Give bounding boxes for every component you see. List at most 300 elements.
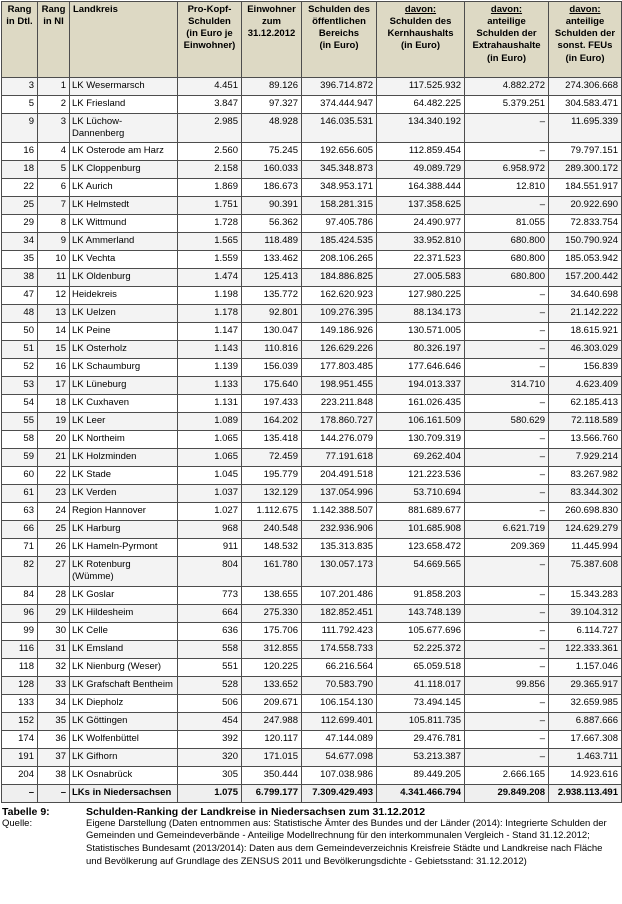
schulden-oeffentlich-cell: 185.424.535 <box>302 233 377 251</box>
rank-dtl-cell: 22 <box>2 179 38 197</box>
kernhaushalt-cell: 4.341.466.794 <box>377 784 465 802</box>
pro-kopf-schulden-cell: 1.565 <box>178 233 242 251</box>
rank-dtl-cell: 25 <box>2 197 38 215</box>
einwohner-cell: 240.548 <box>242 521 302 539</box>
landkreis-cell: LK Diepholz <box>70 694 178 712</box>
schulden-oeffentlich-cell: 192.656.605 <box>302 143 377 161</box>
kernhaushalt-cell: 64.482.225 <box>377 96 465 114</box>
pro-kopf-schulden-cell: 1.037 <box>178 485 242 503</box>
rank-ni-cell: 27 <box>38 557 70 586</box>
pro-kopf-schulden-cell: 1.065 <box>178 431 242 449</box>
col-header-extrahaushalte: davon: anteilige Schulden der Extrahaushalte (in Euro) <box>465 2 549 78</box>
einwohner-cell: 75.245 <box>242 143 302 161</box>
pro-kopf-schulden-cell: 4.451 <box>178 78 242 96</box>
einwohner-cell: 275.330 <box>242 604 302 622</box>
table-row <box>2 323 622 341</box>
extrahaushalte-cell: – <box>465 557 549 586</box>
table-row <box>2 586 622 604</box>
kernhaushalt-cell: 106.161.509 <box>377 413 465 431</box>
rank-ni-cell: 17 <box>38 377 70 395</box>
pro-kopf-schulden-cell: 1.143 <box>178 341 242 359</box>
einwohner-cell: 56.362 <box>242 215 302 233</box>
table-row <box>2 96 622 114</box>
rank-dtl-cell: 54 <box>2 395 38 413</box>
sonst-feus-cell: 46.303.029 <box>549 341 622 359</box>
table-row <box>2 251 622 269</box>
caption-source-row <box>2 818 618 869</box>
kernhaushalt-cell: 73.494.145 <box>377 694 465 712</box>
schulden-oeffentlich-cell: 1.142.388.507 <box>302 503 377 521</box>
kernhaushalt-cell: 121.223.536 <box>377 467 465 485</box>
table-row <box>2 622 622 640</box>
rank-ni-cell: 19 <box>38 413 70 431</box>
rank-ni-cell: 14 <box>38 323 70 341</box>
extrahaushalte-cell: – <box>465 359 549 377</box>
rank-ni-cell: 20 <box>38 431 70 449</box>
kernhaushalt-cell: 130.571.005 <box>377 323 465 341</box>
einwohner-cell: 156.039 <box>242 359 302 377</box>
table-row <box>2 197 622 215</box>
rank-dtl-cell: 53 <box>2 377 38 395</box>
landkreis-cell: LK Northeim <box>70 431 178 449</box>
extrahaushalte-cell: – <box>465 485 549 503</box>
kernhaushalt-cell: 123.658.472 <box>377 539 465 557</box>
rank-dtl-cell: 29 <box>2 215 38 233</box>
schulden-oeffentlich-cell: 77.191.618 <box>302 449 377 467</box>
extrahaushalte-cell: – <box>465 604 549 622</box>
landkreis-cell: LK Osterode am Harz <box>70 143 178 161</box>
pro-kopf-schulden-cell: 911 <box>178 539 242 557</box>
pro-kopf-schulden-cell: 1.178 <box>178 305 242 323</box>
kernhaushalt-cell: 53.213.387 <box>377 748 465 766</box>
einwohner-cell: 161.780 <box>242 557 302 586</box>
table-row <box>2 604 622 622</box>
kernhaushalt-cell: 41.118.017 <box>377 676 465 694</box>
caption-title-row <box>2 806 618 818</box>
einwohner-cell: 195.779 <box>242 467 302 485</box>
extrahaushalte-cell: – <box>465 730 549 748</box>
kernhaushalt-cell: 134.340.192 <box>377 114 465 143</box>
einwohner-cell: 110.816 <box>242 341 302 359</box>
rank-ni-cell: 29 <box>38 604 70 622</box>
header-row <box>2 2 622 78</box>
col-header-landkreis: Landkreis <box>70 2 178 78</box>
rank-dtl-cell: 66 <box>2 521 38 539</box>
sonst-feus-cell: 157.200.442 <box>549 269 622 287</box>
sonst-feus-cell: 72.833.754 <box>549 215 622 233</box>
rank-dtl-cell: 47 <box>2 287 38 305</box>
sonst-feus-cell: 274.306.668 <box>549 78 622 96</box>
kernhaushalt-cell: 164.388.444 <box>377 179 465 197</box>
schulden-oeffentlich-cell: 146.035.531 <box>302 114 377 143</box>
col-header-pro-kopf-schulden: Pro-Kopf- Schulden (in Euro je Einwohner) <box>178 2 242 78</box>
rank-ni-cell: 31 <box>38 640 70 658</box>
extrahaushalte-cell: 680.800 <box>465 251 549 269</box>
rank-dtl-cell: 116 <box>2 640 38 658</box>
rank-dtl-cell: 16 <box>2 143 38 161</box>
landkreis-cell: LK Friesland <box>70 96 178 114</box>
rank-dtl-cell: 133 <box>2 694 38 712</box>
sonst-feus-cell: 18.615.921 <box>549 323 622 341</box>
landkreis-cell: LK Celle <box>70 622 178 640</box>
schulden-oeffentlich-cell: 149.186.926 <box>302 323 377 341</box>
rank-dtl-cell: 34 <box>2 233 38 251</box>
rank-dtl-cell: 128 <box>2 676 38 694</box>
table-row <box>2 449 622 467</box>
extrahaushalte-cell: 29.849.208 <box>465 784 549 802</box>
rank-dtl-cell: 61 <box>2 485 38 503</box>
einwohner-cell: 175.640 <box>242 377 302 395</box>
schulden-oeffentlich-cell: 126.629.226 <box>302 341 377 359</box>
landkreis-cell: LK Gifhorn <box>70 748 178 766</box>
sonst-feus-cell: 62.185.413 <box>549 395 622 413</box>
page <box>0 1 622 868</box>
col-header-rank-dtl: Rang in Dtl. <box>2 2 38 78</box>
rank-dtl-cell: – <box>2 784 38 802</box>
table-row <box>2 114 622 143</box>
rank-ni-cell: 12 <box>38 287 70 305</box>
einwohner-cell: 120.117 <box>242 730 302 748</box>
einwohner-cell: 125.413 <box>242 269 302 287</box>
landkreis-cell: LK Goslar <box>70 586 178 604</box>
col-header-sonst-feus: davon: anteilige Schulden der sonst. FEUs (in Euro) <box>549 2 622 78</box>
rank-ni-cell: 36 <box>38 730 70 748</box>
einwohner-cell: 132.129 <box>242 485 302 503</box>
einwohner-cell: 350.444 <box>242 766 302 784</box>
table-row <box>2 179 622 197</box>
schulden-oeffentlich-cell: 135.313.835 <box>302 539 377 557</box>
sonst-feus-cell: 304.583.471 <box>549 96 622 114</box>
einwohner-cell: 164.202 <box>242 413 302 431</box>
schulden-oeffentlich-cell: 111.792.423 <box>302 622 377 640</box>
landkreis-cell: LK Holzminden <box>70 449 178 467</box>
kernhaushalt-cell: 105.677.696 <box>377 622 465 640</box>
rank-ni-cell: 8 <box>38 215 70 233</box>
kernhaushalt-cell: 143.748.139 <box>377 604 465 622</box>
schulden-oeffentlich-cell: 144.276.079 <box>302 431 377 449</box>
landkreis-cell: LK Wolfenbüttel <box>70 730 178 748</box>
landkreis-cell: LK Göttingen <box>70 712 178 730</box>
einwohner-cell: 186.673 <box>242 179 302 197</box>
schulden-oeffentlich-cell: 54.677.098 <box>302 748 377 766</box>
schulden-oeffentlich-cell: 396.714.872 <box>302 78 377 96</box>
landkreis-cell: LK Cuxhaven <box>70 395 178 413</box>
table-row <box>2 712 622 730</box>
sonst-feus-cell: 1.463.711 <box>549 748 622 766</box>
table-row <box>2 233 622 251</box>
einwohner-cell: 6.799.177 <box>242 784 302 802</box>
rank-dtl-cell: 174 <box>2 730 38 748</box>
landkreis-cell: LK Schaumburg <box>70 359 178 377</box>
extrahaushalte-cell: – <box>465 431 549 449</box>
einwohner-cell: 135.418 <box>242 431 302 449</box>
extrahaushalte-cell: – <box>465 114 549 143</box>
table-row <box>2 658 622 676</box>
rank-dtl-cell: 191 <box>2 748 38 766</box>
extrahaushalte-cell: – <box>465 467 549 485</box>
table-row <box>2 431 622 449</box>
col-header-einwohner: Einwohner zum 31.12.2012 <box>242 2 302 78</box>
col-header-kernhaushalt: davon: Schulden des Kernhaushalts (in Euro) <box>377 2 465 78</box>
schulden-oeffentlich-cell: 7.309.429.493 <box>302 784 377 802</box>
sonst-feus-cell: 20.922.690 <box>549 197 622 215</box>
sonst-feus-cell: 2.938.113.491 <box>549 784 622 802</box>
extrahaushalte-cell: 12.810 <box>465 179 549 197</box>
pro-kopf-schulden-cell: 392 <box>178 730 242 748</box>
rank-ni-cell: 11 <box>38 269 70 287</box>
extrahaushalte-cell: 99.856 <box>465 676 549 694</box>
landkreis-cell: LK Wesermarsch <box>70 78 178 96</box>
table-row <box>2 341 622 359</box>
sonst-feus-cell: 11.445.994 <box>549 539 622 557</box>
rank-ni-cell: 25 <box>38 521 70 539</box>
sonst-feus-cell: 122.333.361 <box>549 640 622 658</box>
landkreis-cell: LK Stade <box>70 467 178 485</box>
pro-kopf-schulden-cell: 1.474 <box>178 269 242 287</box>
rank-ni-cell: 10 <box>38 251 70 269</box>
sonst-feus-cell: 15.343.283 <box>549 586 622 604</box>
rank-dtl-cell: 51 <box>2 341 38 359</box>
rank-dtl-cell: 84 <box>2 586 38 604</box>
rank-ni-cell: 4 <box>38 143 70 161</box>
kernhaushalt-cell: 194.013.337 <box>377 377 465 395</box>
rank-dtl-cell: 99 <box>2 622 38 640</box>
extrahaushalte-cell: – <box>465 449 549 467</box>
pro-kopf-schulden-cell: 1.198 <box>178 287 242 305</box>
extrahaushalte-cell: – <box>465 395 549 413</box>
extrahaushalte-cell: 314.710 <box>465 377 549 395</box>
table-row <box>2 539 622 557</box>
kernhaushalt-cell: 22.371.523 <box>377 251 465 269</box>
sonst-feus-cell: 79.797.151 <box>549 143 622 161</box>
rank-ni-cell: 3 <box>38 114 70 143</box>
pro-kopf-schulden-cell: 558 <box>178 640 242 658</box>
extrahaushalte-cell: – <box>465 503 549 521</box>
landkreis-cell: Heidekreis <box>70 287 178 305</box>
landkreis-cell: LK Lüchow-Dannenberg <box>70 114 178 143</box>
schulden-oeffentlich-cell: 112.699.401 <box>302 712 377 730</box>
extrahaushalte-cell: – <box>465 586 549 604</box>
kernhaushalt-cell: 54.669.565 <box>377 557 465 586</box>
rank-ni-cell: 34 <box>38 694 70 712</box>
landkreis-cell: LK Emsland <box>70 640 178 658</box>
rank-ni-cell: 5 <box>38 161 70 179</box>
landkreis-cell: LK Osterholz <box>70 341 178 359</box>
rank-ni-cell: 18 <box>38 395 70 413</box>
rank-ni-cell: 9 <box>38 233 70 251</box>
rank-ni-cell: 13 <box>38 305 70 323</box>
source-label: Quelle: <box>2 817 33 829</box>
pro-kopf-schulden-cell: 968 <box>178 521 242 539</box>
landkreis-cell: LK Peine <box>70 323 178 341</box>
einwohner-cell: 247.988 <box>242 712 302 730</box>
rank-ni-cell: 38 <box>38 766 70 784</box>
rank-dtl-cell: 58 <box>2 431 38 449</box>
landkreis-cell: LK Leer <box>70 413 178 431</box>
einwohner-cell: 148.532 <box>242 539 302 557</box>
schulden-oeffentlich-cell: 47.144.089 <box>302 730 377 748</box>
schulden-oeffentlich-cell: 158.281.315 <box>302 197 377 215</box>
landkreis-cell: LK Verden <box>70 485 178 503</box>
sonst-feus-cell: 4.623.409 <box>549 377 622 395</box>
pro-kopf-schulden-cell: 1.559 <box>178 251 242 269</box>
pro-kopf-schulden-cell: 3.847 <box>178 96 242 114</box>
pro-kopf-schulden-cell: 636 <box>178 622 242 640</box>
landkreis-cell: LK Wittmund <box>70 215 178 233</box>
kernhaushalt-cell: 24.490.977 <box>377 215 465 233</box>
sonst-feus-cell: 21.142.222 <box>549 305 622 323</box>
extrahaushalte-cell: 4.882.272 <box>465 78 549 96</box>
rank-ni-cell: 7 <box>38 197 70 215</box>
rank-dtl-cell: 38 <box>2 269 38 287</box>
schulden-oeffentlich-cell: 137.054.996 <box>302 485 377 503</box>
sonst-feus-cell: 124.629.279 <box>549 521 622 539</box>
table-row <box>2 521 622 539</box>
pro-kopf-schulden-cell: 1.751 <box>178 197 242 215</box>
kernhaushalt-cell: 89.449.205 <box>377 766 465 784</box>
table-row <box>2 395 622 413</box>
landkreis-cell: LK Ammerland <box>70 233 178 251</box>
sonst-feus-cell: 289.300.172 <box>549 161 622 179</box>
caption-label: Tabelle 9: <box>2 805 50 818</box>
extrahaushalte-cell: 209.369 <box>465 539 549 557</box>
kernhaushalt-cell: 91.858.203 <box>377 586 465 604</box>
sonst-feus-cell: 156.839 <box>549 359 622 377</box>
pro-kopf-schulden-cell: 2.158 <box>178 161 242 179</box>
schulden-oeffentlich-cell: 177.803.485 <box>302 359 377 377</box>
kernhaushalt-cell: 29.476.781 <box>377 730 465 748</box>
einwohner-cell: 135.772 <box>242 287 302 305</box>
kernhaushalt-cell: 49.089.729 <box>377 161 465 179</box>
table-row <box>2 413 622 431</box>
schulden-oeffentlich-cell: 162.620.923 <box>302 287 377 305</box>
schulden-oeffentlich-cell: 208.106.265 <box>302 251 377 269</box>
landkreis-cell: LK Helmstedt <box>70 197 178 215</box>
extrahaushalte-cell: – <box>465 622 549 640</box>
table-body <box>2 78 622 803</box>
einwohner-cell: 90.391 <box>242 197 302 215</box>
schulden-oeffentlich-cell: 130.057.173 <box>302 557 377 586</box>
kernhaushalt-cell: 127.980.225 <box>377 287 465 305</box>
rank-ni-cell: 23 <box>38 485 70 503</box>
einwohner-cell: 171.015 <box>242 748 302 766</box>
sonst-feus-cell: 72.118.589 <box>549 413 622 431</box>
table-row <box>2 640 622 658</box>
einwohner-cell: 120.225 <box>242 658 302 676</box>
landkreis-cell: LK Rotenburg (Wümme) <box>70 557 178 586</box>
caption-title: Schulden-Ranking der Landkreise in Niedersachsen zum 31.12.2012 <box>86 805 426 818</box>
rank-ni-cell: 6 <box>38 179 70 197</box>
pro-kopf-schulden-cell: 1.131 <box>178 395 242 413</box>
landkreis-cell: LK Hildesheim <box>70 604 178 622</box>
schulden-oeffentlich-cell: 348.953.171 <box>302 179 377 197</box>
rank-dtl-cell: 96 <box>2 604 38 622</box>
landkreis-cell: LK Nienburg (Weser) <box>70 658 178 676</box>
sonst-feus-cell: 32.659.985 <box>549 694 622 712</box>
kernhaushalt-cell: 117.525.932 <box>377 78 465 96</box>
einwohner-cell: 175.706 <box>242 622 302 640</box>
sonst-feus-cell: 14.923.616 <box>549 766 622 784</box>
einwohner-cell: 118.489 <box>242 233 302 251</box>
kernhaushalt-cell: 53.710.694 <box>377 485 465 503</box>
rank-ni-cell: 16 <box>38 359 70 377</box>
rank-dtl-cell: 152 <box>2 712 38 730</box>
rank-dtl-cell: 9 <box>2 114 38 143</box>
rank-ni-cell: 28 <box>38 586 70 604</box>
rank-ni-cell: 24 <box>38 503 70 521</box>
rank-dtl-cell: 118 <box>2 658 38 676</box>
sonst-feus-cell: 13.566.760 <box>549 431 622 449</box>
sonst-feus-cell: 11.695.339 <box>549 114 622 143</box>
sonst-feus-cell: 39.104.312 <box>549 604 622 622</box>
pro-kopf-schulden-cell: 1.065 <box>178 449 242 467</box>
pro-kopf-schulden-cell: 2.985 <box>178 114 242 143</box>
extrahaushalte-cell: – <box>465 341 549 359</box>
extrahaushalte-cell: – <box>465 640 549 658</box>
einwohner-cell: 48.928 <box>242 114 302 143</box>
sonst-feus-cell: 7.929.214 <box>549 449 622 467</box>
einwohner-cell: 72.459 <box>242 449 302 467</box>
kernhaushalt-cell: 161.026.435 <box>377 395 465 413</box>
kernhaushalt-cell: 52.225.372 <box>377 640 465 658</box>
landkreis-cell: LK Hameln-Pyrmont <box>70 539 178 557</box>
landkreis-cell: LK Lüneburg <box>70 377 178 395</box>
rank-dtl-cell: 71 <box>2 539 38 557</box>
table-row <box>2 143 622 161</box>
landkreis-cell: LK Vechta <box>70 251 178 269</box>
einwohner-cell: 133.462 <box>242 251 302 269</box>
rank-ni-cell: 2 <box>38 96 70 114</box>
table-row <box>2 694 622 712</box>
pro-kopf-schulden-cell: 551 <box>178 658 242 676</box>
extrahaushalte-cell: – <box>465 197 549 215</box>
sonst-feus-cell: 260.698.830 <box>549 503 622 521</box>
rank-ni-cell: 22 <box>38 467 70 485</box>
schulden-oeffentlich-cell: 97.405.786 <box>302 215 377 233</box>
rank-ni-cell: 1 <box>38 78 70 96</box>
extrahaushalte-cell: – <box>465 712 549 730</box>
rank-ni-cell: 15 <box>38 341 70 359</box>
extrahaushalte-cell: 81.055 <box>465 215 549 233</box>
rank-dtl-cell: 60 <box>2 467 38 485</box>
einwohner-cell: 133.652 <box>242 676 302 694</box>
pro-kopf-schulden-cell: 2.560 <box>178 143 242 161</box>
pro-kopf-schulden-cell: 1.139 <box>178 359 242 377</box>
schulden-oeffentlich-cell: 70.583.790 <box>302 676 377 694</box>
table-row <box>2 359 622 377</box>
extrahaushalte-cell: 5.379.251 <box>465 96 549 114</box>
table-row <box>2 305 622 323</box>
einwohner-cell: 138.655 <box>242 586 302 604</box>
pro-kopf-schulden-cell: 1.728 <box>178 215 242 233</box>
pro-kopf-schulden-cell: 1.869 <box>178 179 242 197</box>
rank-dtl-cell: 3 <box>2 78 38 96</box>
landkreis-cell: LKs in Niedersachsen <box>70 784 178 802</box>
extrahaushalte-cell: – <box>465 748 549 766</box>
landkreis-cell: LK Harburg <box>70 521 178 539</box>
einwohner-cell: 312.855 <box>242 640 302 658</box>
schulden-oeffentlich-cell: 106.154.130 <box>302 694 377 712</box>
table-row <box>2 557 622 586</box>
einwohner-cell: 92.801 <box>242 305 302 323</box>
rank-dtl-cell: 59 <box>2 449 38 467</box>
extrahaushalte-cell: – <box>465 305 549 323</box>
pro-kopf-schulden-cell: 528 <box>178 676 242 694</box>
extrahaushalte-cell: – <box>465 143 549 161</box>
table-row <box>2 78 622 96</box>
rank-ni-cell: – <box>38 784 70 802</box>
schulden-oeffentlich-cell: 198.951.455 <box>302 377 377 395</box>
